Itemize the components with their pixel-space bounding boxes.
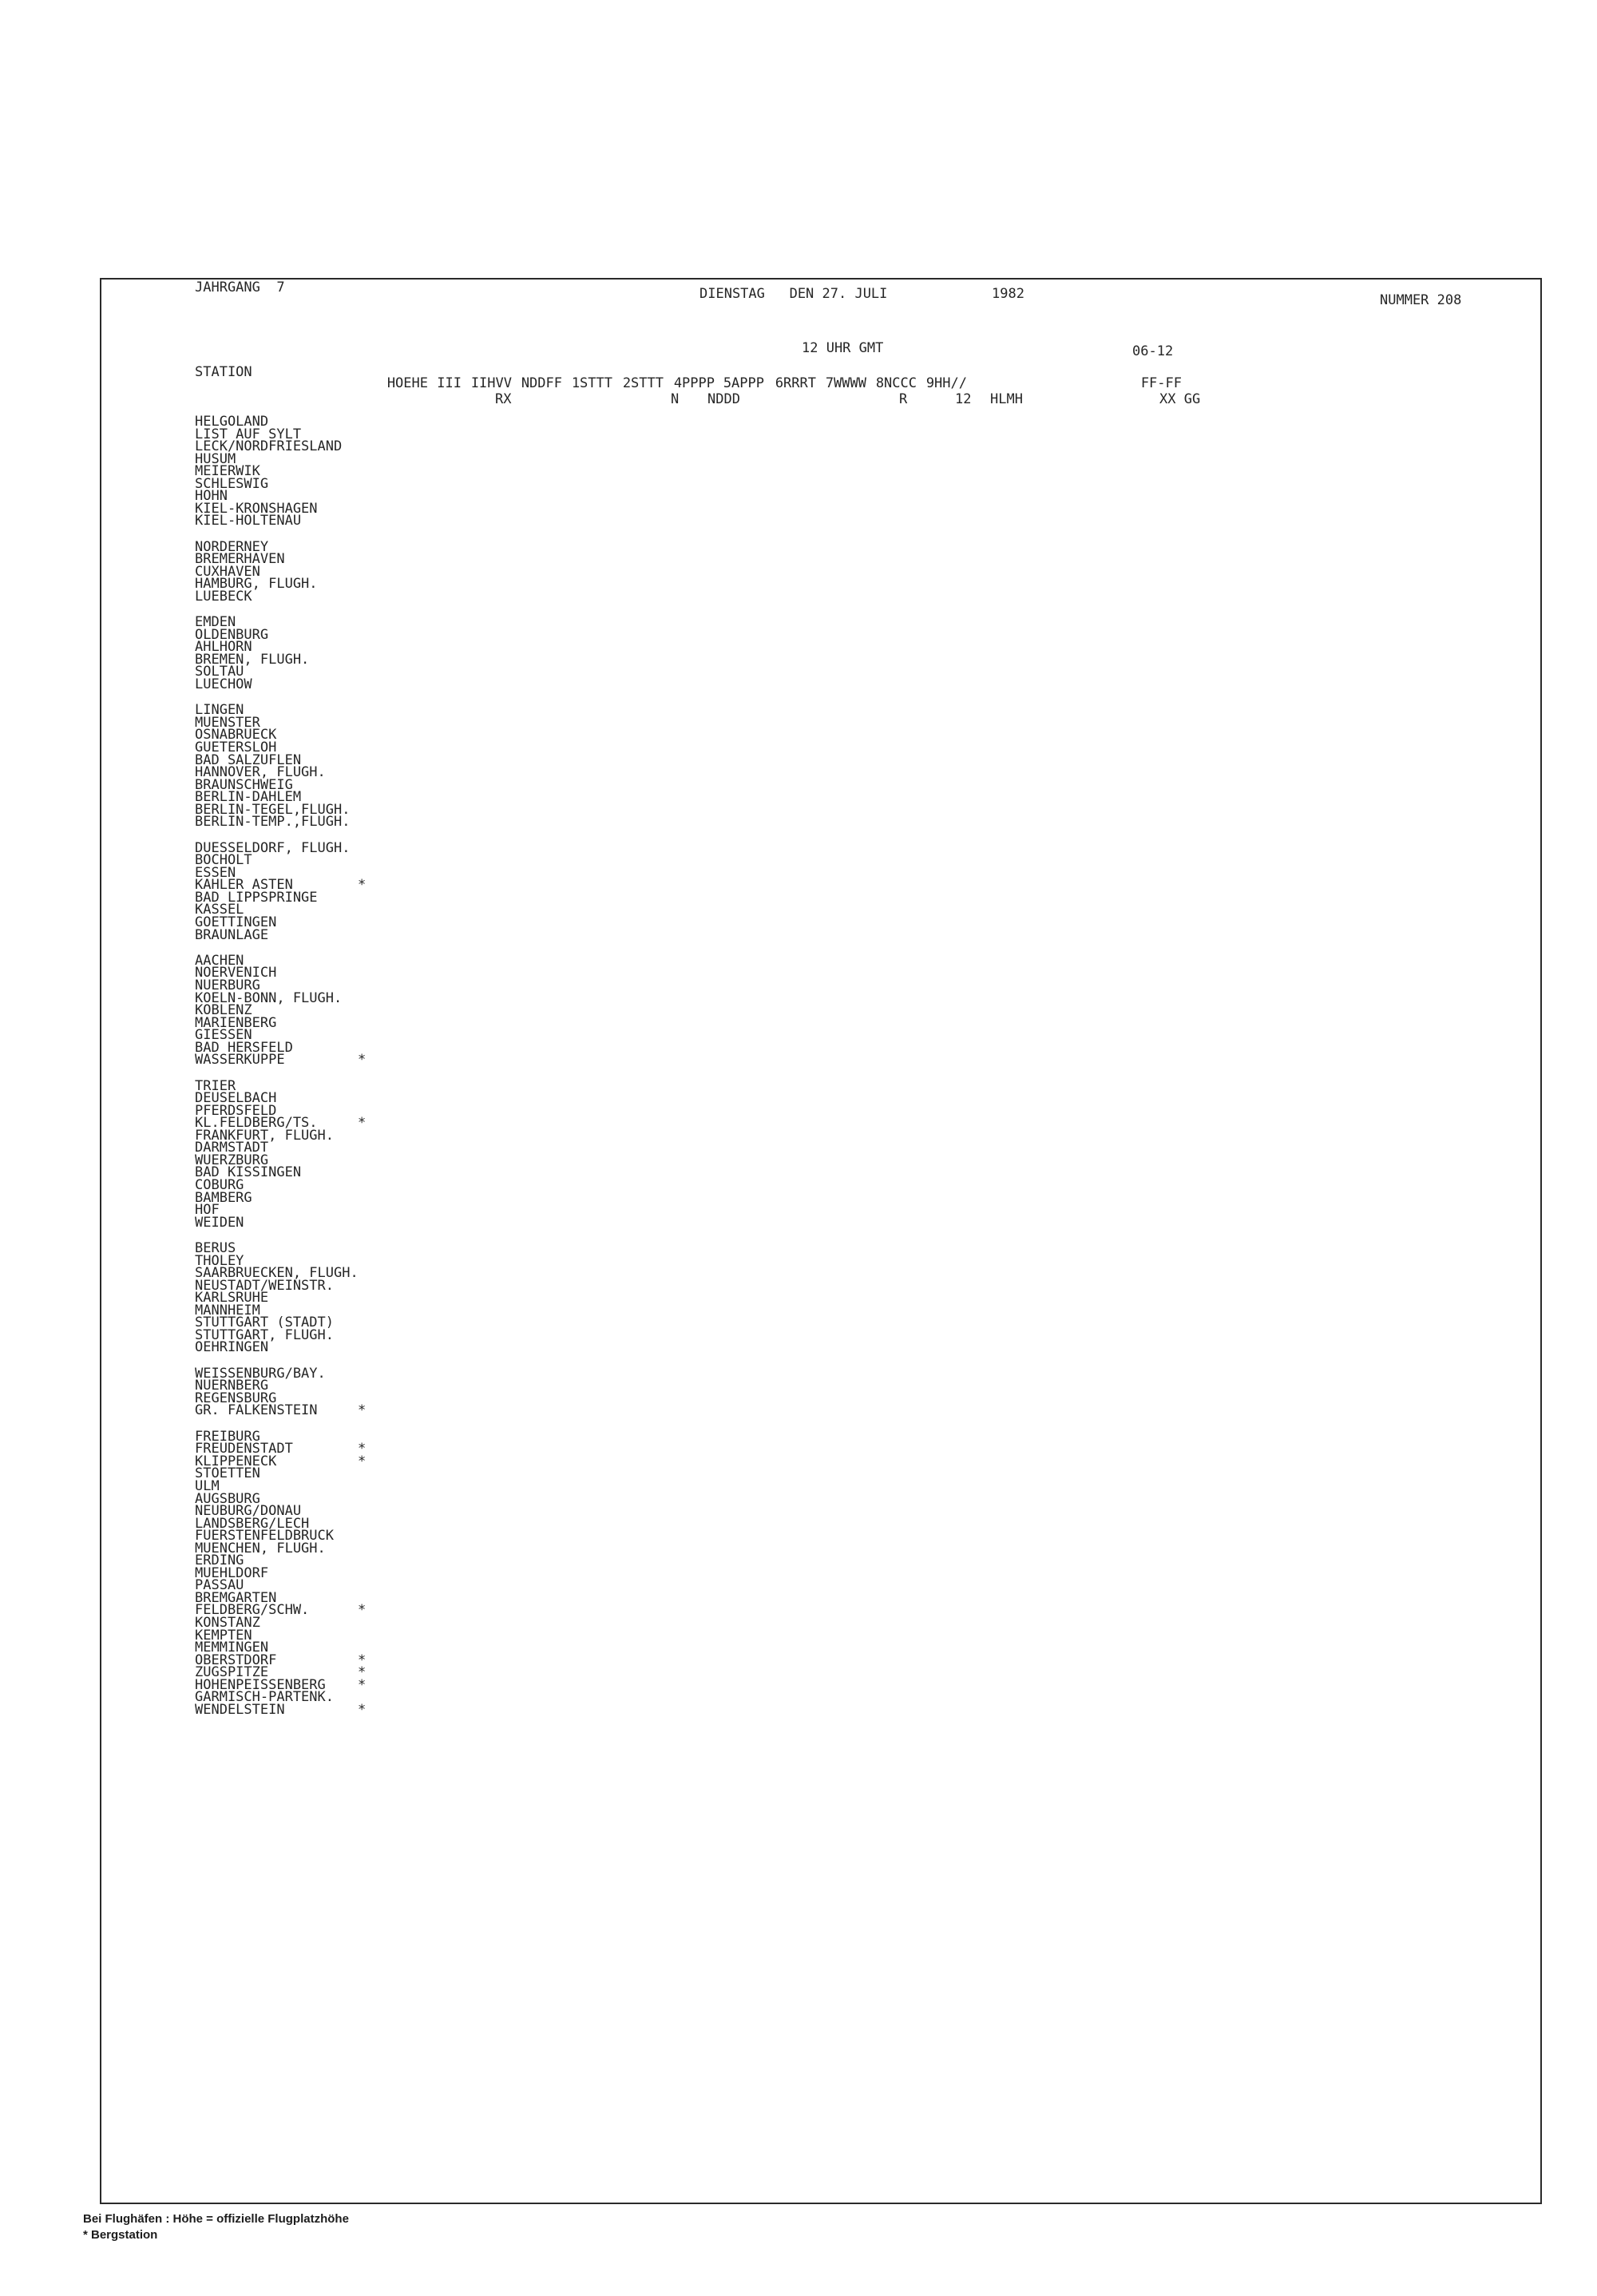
station-name: BAD KISSINGEN <box>195 1164 302 1180</box>
column-subheader: NDDD <box>707 391 740 407</box>
column-header: III <box>437 375 462 391</box>
column-header: NDDFF <box>521 375 562 391</box>
station-name: HELGOLAND <box>195 414 269 430</box>
report-date: DIENSTAG DEN 27. JULI <box>699 286 888 302</box>
station-name: BAD SALZUFLEN <box>195 752 302 768</box>
station-name: BRAUNSCHWEIG <box>195 777 293 793</box>
mountain-station-marker: * <box>358 1664 367 1680</box>
mountain-station-marker: * <box>358 1115 367 1131</box>
station-name: FUERSTENFELDBRUCK <box>195 1528 334 1544</box>
mountain-station-marker: * <box>358 1602 367 1618</box>
column-header: 5APPP <box>723 375 764 391</box>
station-name: KONSTANZ <box>195 1615 260 1631</box>
station-name: BERLIN-TEGEL,FLUGH. <box>195 802 351 818</box>
station-name: PASSAU <box>195 1577 244 1593</box>
station-name: TRIER <box>195 1078 236 1094</box>
column-header: 9HH// <box>925 375 967 391</box>
station-name: FELDBERG/SCHW. <box>195 1602 310 1618</box>
mountain-station-marker: * <box>358 877 367 893</box>
mountain-station-marker: * <box>358 1052 367 1068</box>
column-subheader: HLMH <box>990 391 1023 407</box>
mountain-station-marker: * <box>358 1402 367 1418</box>
station-name: KAHLER ASTEN <box>195 877 293 893</box>
station-name: LINGEN <box>195 702 244 718</box>
station-name: LECK/NORDFRIESLAND <box>195 438 343 454</box>
volume-label: JAHRGANG 7 <box>195 280 285 295</box>
station-name: MEIERWIK <box>195 463 260 479</box>
station-name: ERDING <box>195 1552 244 1568</box>
station-name: GR. FALKENSTEIN <box>195 1402 318 1418</box>
column-subheader: RX <box>495 391 512 407</box>
station-name: THOLEY <box>195 1253 244 1269</box>
station-name: BAD HERSFELD <box>195 1040 293 1056</box>
station-name: BAMBERG <box>195 1190 252 1206</box>
station-name: KARLSRUHE <box>195 1290 269 1306</box>
station-name: HOHN <box>195 488 228 504</box>
station-name: SOLTAU <box>195 664 244 680</box>
station-name: MUENCHEN, FLUGH. <box>195 1541 326 1556</box>
station-name: OEHRINGEN <box>195 1339 269 1355</box>
station-name: HANNOVER, FLUGH. <box>195 764 326 780</box>
station-name: NEUSTADT/WEINSTR. <box>195 1278 334 1294</box>
station-name: MEMMINGEN <box>195 1640 269 1656</box>
station-name: DARMSTADT <box>195 1140 269 1156</box>
station-name: WUERZBURG <box>195 1152 269 1168</box>
report-number: NUMMER 208 <box>1380 292 1462 308</box>
station-name: HOF <box>195 1202 220 1218</box>
station-name: ULM <box>195 1478 220 1494</box>
mountain-station-marker: * <box>358 1652 367 1668</box>
station-name: NUERNBERG <box>195 1378 269 1394</box>
mountain-station-marker: * <box>358 1453 367 1469</box>
station-name: AHLHORN <box>195 639 252 655</box>
station-name: BAD LIPPSPRINGE <box>195 890 318 906</box>
column-header: 6RRRT <box>775 375 816 391</box>
column-header: 4PPPP <box>673 375 715 391</box>
station-name: BREMERHAVEN <box>195 551 285 567</box>
station-name: KL.FELDBERG/TS. <box>195 1115 318 1131</box>
station-name: GIESSEN <box>195 1027 252 1043</box>
station-name: LUECHOW <box>195 676 252 692</box>
station-name: LUEBECK <box>195 589 252 605</box>
station-name: MUEHLDORF <box>195 1565 269 1581</box>
column-header: 2STTT <box>622 375 664 391</box>
report-year: 1982 <box>992 286 1024 302</box>
station-column-header: STATION <box>195 364 252 380</box>
station-name: PFERDSFELD <box>195 1103 277 1119</box>
period-label: 06-12 <box>1132 343 1174 359</box>
station-name: DUESSELDORF, FLUGH. <box>195 840 351 856</box>
station-name: LANDSBERG/LECH <box>195 1516 310 1532</box>
station-name: KEMPTEN <box>195 1628 252 1644</box>
station-name: WASSERKUPPE <box>195 1052 285 1068</box>
station-name: MUENSTER <box>195 715 260 731</box>
station-name: STOETTEN <box>195 1465 260 1481</box>
column-subheader: XX GG <box>1159 391 1201 407</box>
station-name: WEISSENBURG/BAY. <box>195 1366 326 1382</box>
station-name: BERLIN-TEMP.,FLUGH. <box>195 814 351 830</box>
station-name: BREMGARTEN <box>195 1590 277 1606</box>
station-name: GARMISCH-PARTENK. <box>195 1689 334 1705</box>
station-name: SCHLESWIG <box>195 476 269 492</box>
station-name: HUSUM <box>195 451 236 467</box>
station-name: WEIDEN <box>195 1215 244 1231</box>
station-name: OSNABRUECK <box>195 727 277 743</box>
station-name: ESSEN <box>195 865 236 881</box>
station-name: REGENSBURG <box>195 1390 277 1406</box>
station-name: COBURG <box>195 1177 244 1193</box>
station-name: KIEL-KRONSHAGEN <box>195 501 318 517</box>
column-subheader: 12 <box>955 391 972 407</box>
observation-time: 12 UHR GMT <box>802 340 884 356</box>
footnote-mountain-station: * Bergstation <box>83 2228 158 2242</box>
station-name: LIST AUF SYLT <box>195 426 302 442</box>
station-name: ZUGSPITZE <box>195 1664 269 1680</box>
mountain-station-marker: * <box>358 1441 367 1457</box>
station-name: KLIPPENECK <box>195 1453 277 1469</box>
station-name: HAMBURG, FLUGH. <box>195 576 318 592</box>
station-name: KOELN-BONN, FLUGH. <box>195 990 343 1006</box>
station-name: STUTTGART (STADT) <box>195 1315 334 1330</box>
station-name: NEUBURG/DONAU <box>195 1503 302 1519</box>
station-name: NOERVENICH <box>195 965 277 981</box>
station-name: OBERSTDORF <box>195 1652 277 1668</box>
column-header: 7WWWW <box>825 375 866 391</box>
column-subheader: N <box>671 391 680 407</box>
column-header: IIHVV <box>470 375 512 391</box>
station-name: KOBLENZ <box>195 1002 252 1018</box>
station-name: AACHEN <box>195 953 244 969</box>
station-name: EMDEN <box>195 614 236 630</box>
station-name: KASSEL <box>195 902 244 918</box>
station-name: FRANKFURT, FLUGH. <box>195 1128 334 1144</box>
station-name: GUETERSLOH <box>195 740 277 755</box>
station-name: GOETTINGEN <box>195 914 277 930</box>
station-name: BOCHOLT <box>195 852 252 868</box>
station-name: WENDELSTEIN <box>195 1702 285 1718</box>
station-name: BRAUNLAGE <box>195 927 269 943</box>
station-name: OLDENBURG <box>195 627 269 643</box>
station-name: BERUS <box>195 1240 236 1256</box>
station-name: FREUDENSTADT <box>195 1441 293 1457</box>
station-name: FREIBURG <box>195 1429 260 1445</box>
station-name: KIEL-HOLTENAU <box>195 513 302 529</box>
mountain-station-marker: * <box>358 1677 367 1693</box>
station-name: SAARBRUECKEN, FLUGH. <box>195 1265 359 1281</box>
station-name: BERLIN-DAHLEM <box>195 789 302 805</box>
station-name: STUTTGART, FLUGH. <box>195 1327 334 1343</box>
footnote-airports: Bei Flughäfen : Höhe = offizielle Flugplatzhöhe <box>83 2212 349 2226</box>
mountain-station-marker: * <box>358 1702 367 1718</box>
station-name: MANNHEIM <box>195 1303 260 1319</box>
station-name: CUXHAVEN <box>195 564 260 580</box>
column-header: 1STTT <box>571 375 612 391</box>
column-header: HOEHE <box>386 375 428 391</box>
station-name: HOHENPEISSENBERG <box>195 1677 326 1693</box>
station-name: MARIENBERG <box>195 1015 277 1031</box>
column-subheader: R <box>899 391 908 407</box>
station-name: DEUSELBACH <box>195 1090 277 1106</box>
station-name: BREMEN, FLUGH. <box>195 652 310 668</box>
station-name: AUGSBURG <box>195 1491 260 1507</box>
report-frame <box>100 278 1542 2204</box>
column-header: FF-FF <box>1140 375 1182 391</box>
column-header: 8NCCC <box>875 375 917 391</box>
station-name: NUERBURG <box>195 977 260 993</box>
station-name: NORDERNEY <box>195 539 269 555</box>
